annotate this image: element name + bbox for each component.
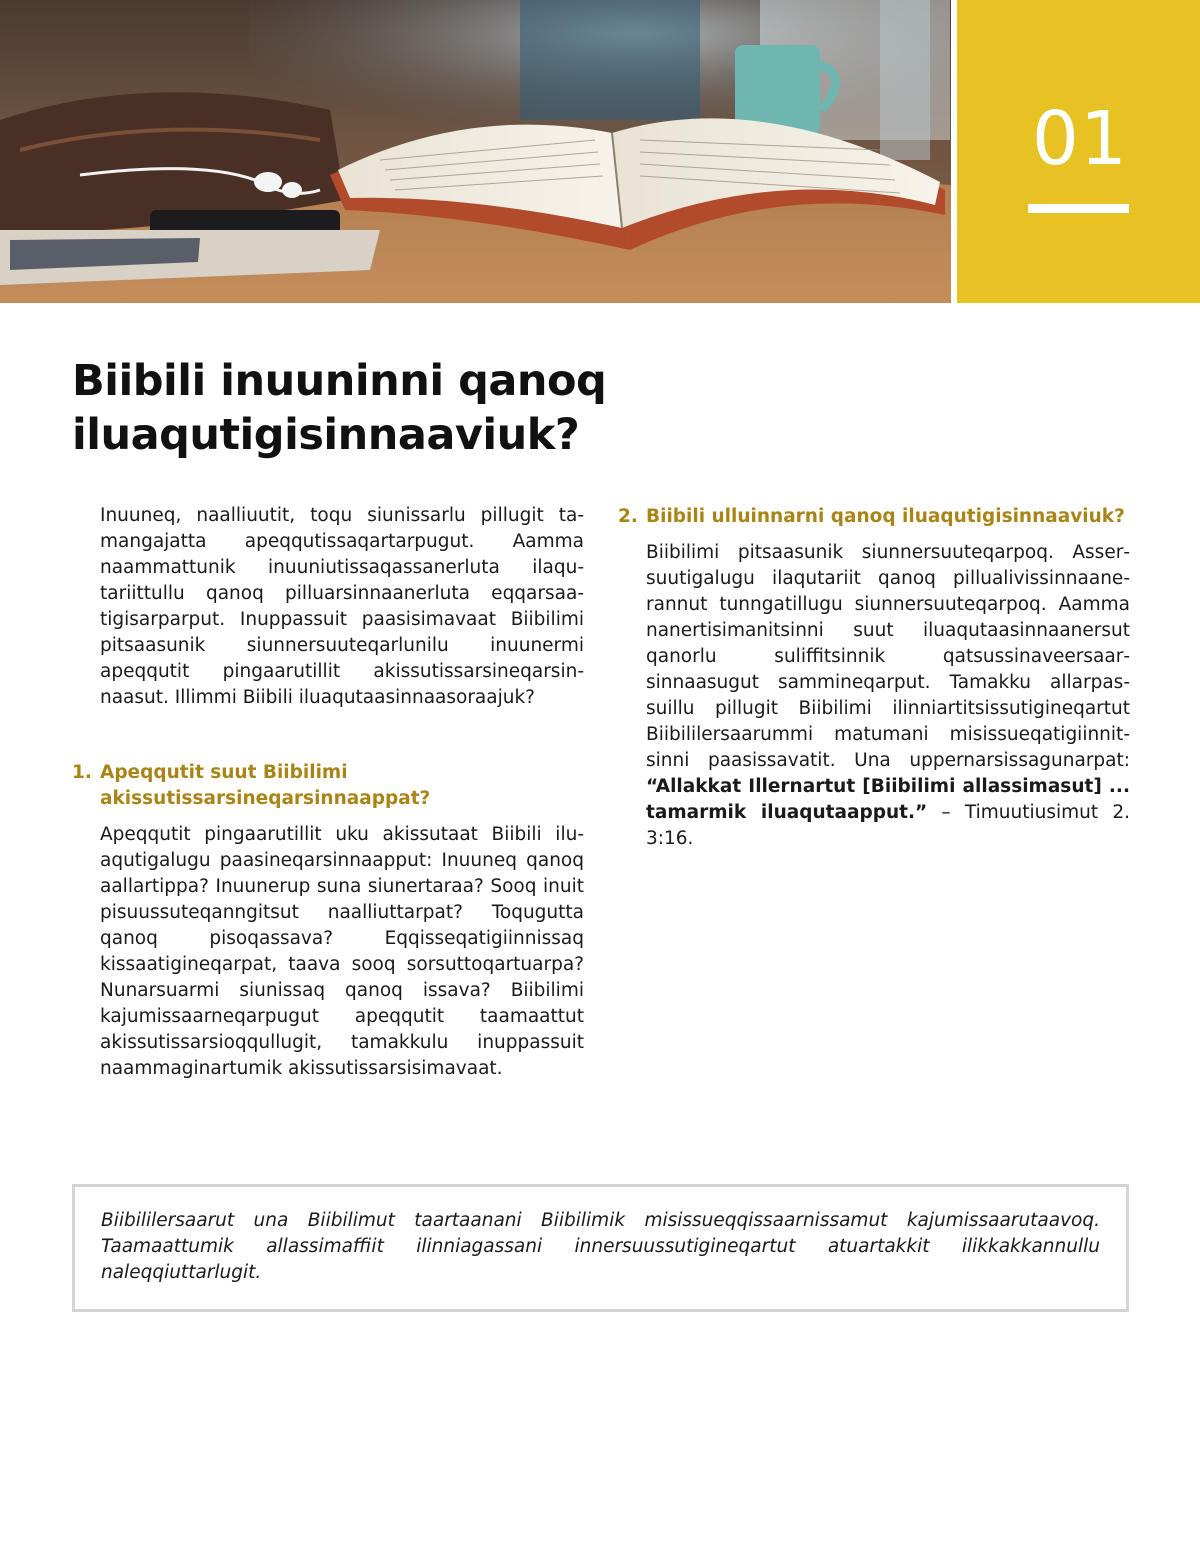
intro-paragraph: Inuuneq, naalliuutit, toqu siunissarlu pillugit tamangajatta apeqqutissaqartarpugut. Aamma naammattunik inuuniutissaqassanerluta ilaqutariittullu qanoq pilluarsinnaanerluta eqqarsaatigisarparput. Inuppassuit paasisimavaat Biibilimi pitsaasunik siunnersuuteqarlunilu inuunermi apeqqutit pingaarutillit akissutissarsineqarsinnaasut. Illimmi Biibili iluaqutaasinnaasoraajuk?: [100, 505, 584, 708]
scripture-quote: “Allakkat Illernartut [Biibilimi allassimasut] ... tamarmik iluaqutaapput.”: [646, 776, 1130, 823]
page-title: Biibili inuuninni qanoq iluaqutigisinnaaviuk?: [72, 356, 607, 460]
hero-photo: [0, 0, 951, 303]
answer-paragraph-1: Apeqqutit pingaarutillit uku akissutaat Biibili iluaqutigalugu paasineqarsinnaapput: Inuuneq qanoq aallartippa? Inuunerup suna siunertaraa? Sooq inuit pisuussuteqanngitsut naalliuttarpat? Toqugutta qanoq pisoqassava? Eqqisseqatigiinnissaq kissaatigineqarpat, taava sooq sorsuttoqartuarpa? Nunarsuarmi siunissaq qanoq issava? Biibilimi kajumissaarneqarpugut apeqqutit taamaattut akissutissarsioqqullugit, tamakkulu inuppassuit naammaginartumik akissutissarsisimavaat.: [100, 824, 584, 1079]
chapter-badge: [957, 0, 1200, 303]
note-text: Biibililersaarut una Biibilimut taartaanani Biibilimik misissueqqissaarnissamut kajumissaarutaavoq. Taamaattumik allassimaffiit ilinniagassani innersuussutigineqartut atuartakkit ilikkakkannullu naleqqiuttarlugit.: [101, 1210, 1100, 1283]
chapter-underline: [1028, 204, 1129, 213]
question-number-2: 2.: [618, 506, 638, 527]
open-bible-illustration: [0, 0, 951, 303]
scripture-citation: – Timuutiusimut 2. 3:16.: [646, 802, 1130, 849]
answer-text-2: Biibilimi pitsaasunik siunnersuuteqarpoq. Assersuutigalugu ilaqutariit qanoq pillualivissinnaanerannut tunngatillugu siunnersuuteqarpoq. Aamma nanertisimanitsinni suut iluaqutaasinnaanersut qanorlu suliffitsinnik qatsussinaveersaarsinnaasugut sammineqarput. Tamakku allarpassuillu pillugit Biibilimi ilinniartitsissutigineqartut Biibililersaarummi matumani misissueqatigiinnitsinni paasissavatit. Una uppernarsissagunarpat:: [646, 542, 1130, 771]
question-number-1: 1.: [72, 762, 92, 783]
question-text-1: Apeqqutit suut Biibilimi akissutissarsineqarsinnaappat?: [100, 762, 431, 809]
question-text-2: Biibili ulluinnarni qanoq iluaqutigisinnaaviuk?: [646, 506, 1125, 527]
chapter-number: 01: [1031, 96, 1128, 182]
question-heading-2: [618, 504, 1130, 530]
answer-paragraph-2: [646, 540, 1130, 852]
question-section-1: [72, 760, 584, 1082]
note-box: [72, 1184, 1129, 1312]
question-section-2: [618, 504, 1130, 852]
question-heading-1: [72, 760, 584, 812]
